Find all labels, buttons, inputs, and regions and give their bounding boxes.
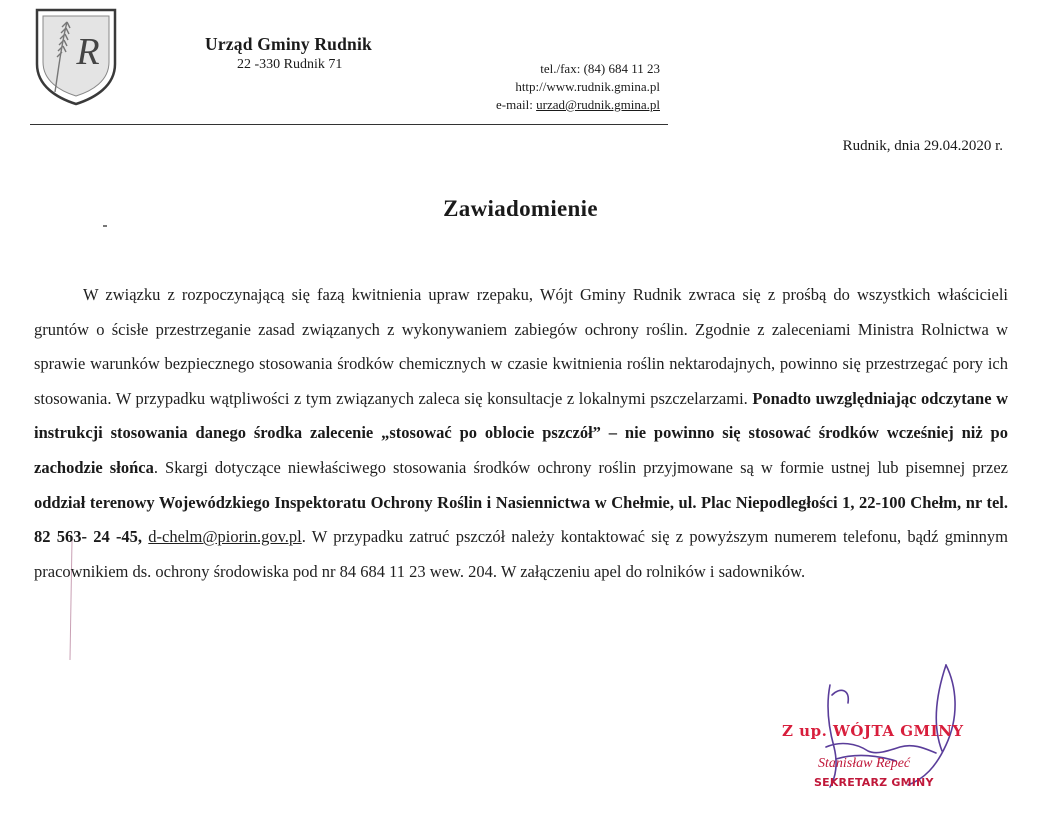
office-email-link[interactable]: urzad@rudnik.gmina.pl xyxy=(536,97,660,112)
body-text-2: . Skargi dotyczące niewłaściwego stosowania środków ochrony roślin przyjmowane są w formie ustnej lub pisemnej przez xyxy=(153,457,1008,477)
date-line: Rudnik, dnia 29.04.2020 r. xyxy=(842,138,1003,154)
office-phone: tel./fax: (84) 684 11 23 xyxy=(540,61,660,76)
office-contact xyxy=(496,60,660,114)
crest-letter: R xyxy=(76,31,100,73)
scan-artifact xyxy=(103,225,107,227)
body-text-1: W związku z rozpoczynającą się fazą kwitnienia upraw rzepaku, Wójt Gminy Rudnik zwraca się z prośbą do wszystkich właścicieli gruntów o ścisłe przestrzeganie zasad związanych z wykonywaniem zabiegów ochrony roślin. Zgodnie z zaleceniami Ministra Rolnictwa w sprawie warunków bezpiecznego stosowania środków chemicznych w czasie kwitnienia roślin nektarodajnych, powinno się przestrzegać pory ich stosowania. W przypadku wątpliwości z tym związanych zaleca się konsultacje z lokalnymi pszczelarzami. xyxy=(34,285,1008,408)
stamp-authority: Z up. WÓJTA GMINY xyxy=(782,722,964,740)
body-text-3: . W przypadku zatruć pszczół należy kontaktować się z powyższym numerem telefonu, bądź gminnym pracownikiem ds. ochrony środowiska pod nr 84 684 11 23 wew. 204. W załączeniu apel do rolników i sadowników. xyxy=(34,527,1008,581)
body-bold-2: oddział terenowy Wojewódzkiego Inspektoratu Ochrony Roślin i Nasiennictwa w Chełmie, ul. Plac Niepodległości 1, 22-100 Chełm, nr tel. 82 563- 24 -45, xyxy=(34,492,1008,547)
office-name: Urząd Gminy Rudnik xyxy=(205,34,372,54)
office-website[interactable]: http://www.rudnik.gmina.pl xyxy=(515,79,660,94)
body-bold-1: Ponadto uwzględniając odczytane w instrukcji stosowania danego środka zalecenie „stosować po oblocie pszczół” – nie powinno się stosować środków wcześniej niż po zachodzie słońca xyxy=(34,388,1008,477)
header-divider xyxy=(30,124,668,125)
document-body xyxy=(34,278,1008,589)
email-label: e-mail: xyxy=(496,97,533,112)
stamp-signatory-role: SEKRETARZ GMINY xyxy=(814,776,934,789)
document-title: Zawiadomienie xyxy=(443,196,598,221)
email-link-piorin[interactable]: d-chelm@piorin.gov.pl xyxy=(148,527,302,547)
office-email-line xyxy=(496,96,660,114)
crest-icon xyxy=(33,6,119,108)
stamp-signatory-name: Stanisław Repeć xyxy=(818,756,911,771)
office-address: 22 -330 Rudnik 71 xyxy=(237,57,343,72)
